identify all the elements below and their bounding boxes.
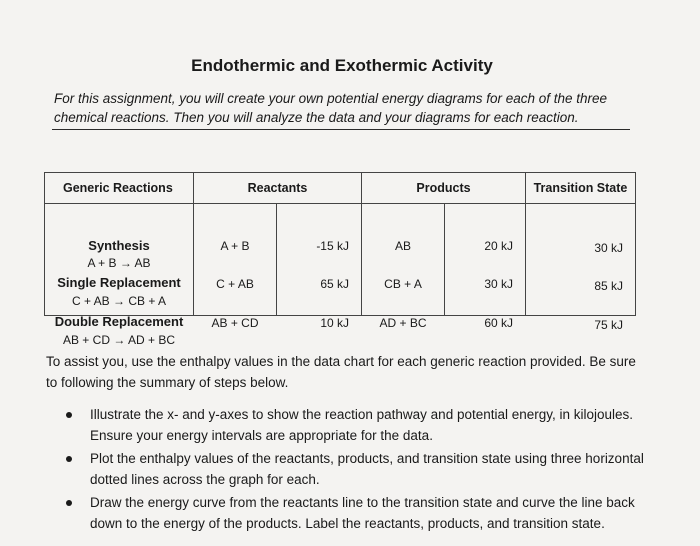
transition-state-cell <box>526 204 636 332</box>
table-header-row <box>45 173 636 204</box>
product-energy: 20 kJ <box>484 239 513 253</box>
product: CB + A <box>384 277 422 291</box>
transition-energy: 85 kJ <box>594 279 623 293</box>
reaction-names-cell <box>45 204 194 347</box>
steps-list <box>64 404 654 536</box>
intro-text: For this assignment, you will create your own potential energy diagrams for each of the three chemical reactions. Then you will analyze the data and your diagrams for each reaction. <box>54 91 608 125</box>
reaction-name: Synthesis <box>88 238 150 253</box>
step-text: Illustrate the x- and y-axes to show the reaction pathway and potential energy, in kilojoules. Ensure your energy intervals are appropriate for the data. <box>90 407 634 443</box>
reactant: A + B <box>220 239 250 253</box>
product: AD + BC <box>379 316 427 330</box>
step-text: Plot the enthalpy values of the reactants, products, and transition state using three horizontal dotted lines across the graph for each. <box>90 451 644 487</box>
product: AB <box>394 239 411 253</box>
header-reactants: Reactants <box>194 173 362 204</box>
reactant-energy: 10 kJ <box>320 316 349 330</box>
transition-energy: 30 kJ <box>594 241 623 255</box>
reaction-equation: AB + CD → AD + BC <box>62 333 176 347</box>
product-energy-cell <box>445 204 526 330</box>
step-text: Draw the energy curve from the reactants line to the transition state and curve the line back down to the energy of the products. Label the reactants, products, and transition state. <box>90 495 635 531</box>
transition-energy: 75 kJ <box>594 318 623 332</box>
list-item <box>64 448 654 490</box>
reaction-name: Single Replacement <box>57 275 181 290</box>
reaction-name: Double Replacement <box>54 314 184 329</box>
header-transition-state: Transition State <box>526 173 636 204</box>
reaction-equation: A + B → AB <box>87 256 151 270</box>
table-body-row <box>45 204 636 316</box>
product-energy: 30 kJ <box>484 277 513 291</box>
product-energy: 60 kJ <box>484 316 513 330</box>
reactions-table <box>44 172 636 347</box>
header-products: Products <box>362 173 526 204</box>
bullet-icon <box>66 456 72 462</box>
products-cell <box>362 204 445 330</box>
header-generic-reactions: Generic Reactions <box>45 173 194 204</box>
reactants-cell <box>194 204 277 330</box>
reaction-equation: C + AB → CB + A <box>71 294 167 308</box>
divider-line <box>52 129 630 130</box>
reactant: AB + CD <box>211 316 259 330</box>
reactant-energy-cell <box>277 204 362 330</box>
bullet-icon <box>66 412 72 418</box>
list-item <box>64 404 654 446</box>
reactant: C + AB <box>216 277 254 291</box>
reactant-energy: 65 kJ <box>320 277 349 291</box>
page-title: Endothermic and Exothermic Activity <box>191 56 493 75</box>
list-item <box>64 492 654 534</box>
bullet-icon <box>66 500 72 506</box>
reactant-energy: -15 kJ <box>316 239 349 253</box>
instructions-paragraph: To assist you, use the enthalpy values in the data chart for each generic reaction provided. Be sure to following the summary of steps below. <box>46 354 636 390</box>
